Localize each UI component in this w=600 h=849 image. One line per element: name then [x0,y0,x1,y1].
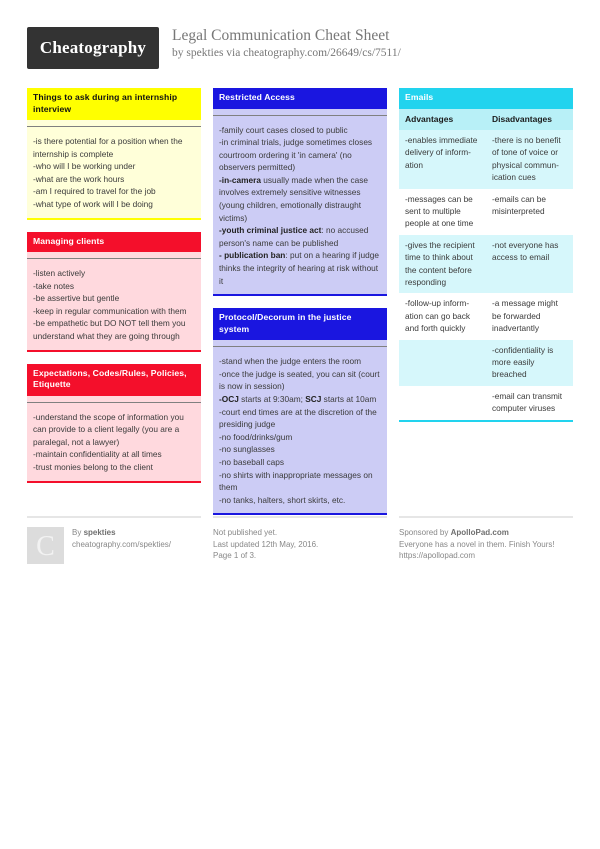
author-line [72,527,201,539]
card-line: -listen actively [33,268,86,279]
table-row [399,189,573,235]
table-row [399,293,573,339]
card-line: -what type of work will I be doing [33,198,153,209]
card-line [219,431,381,444]
column-2 [213,88,387,527]
card-line: -what are the work hours [33,173,125,184]
line-text: starts at 9:30am; [238,394,306,404]
title-block [172,26,572,61]
card-line: -take notes [33,280,75,291]
card-line: -maintain confidentiality at all times [33,449,162,460]
emphasis-term: -youth criminal justice act [219,225,322,236]
card-title: Restricted Access [213,88,387,109]
footer-sponsor [399,516,573,562]
table-cell: -enables immediate delivery of inform-ation [405,134,478,170]
avatar-letter: C [36,531,55,562]
card-line [219,249,381,287]
line-text: -no shirts with inappropriate messages on them [219,469,373,493]
card-line: -trust monies belong to the client [33,462,153,472]
card-line: -is there potential for a position when the internship is complete [33,136,183,159]
card-line: -be empathetic but DO NOT tell them you understand what they are going through [33,318,186,342]
card-title: Managing clients [27,232,201,253]
card-line [219,443,381,456]
cheatography-logo-text: Cheatography [39,38,147,57]
sponsor-tagline: Everyone has a novel in them. Finish Yours! [399,539,555,549]
table-row [399,340,573,386]
author-name[interactable]: spekties [83,528,116,537]
footer-author [27,516,201,562]
footer-publish-info [213,516,387,562]
table-cell: -not everyone has access to email [492,239,559,263]
card-title: Expectations, Codes/Rules, Policies, Etiquette [27,364,201,396]
line-text: -family court cases closed to public [219,124,348,135]
line-text: -court end times are at the discretion of the presiding judge [219,406,377,430]
card-title: Things to ask during an internship interview [27,88,201,120]
card-body [213,346,387,515]
line-text: usually made when the case involves extremely sensitive witnesses (young children, emotionally distraught victims) [219,174,368,223]
card-line [219,393,381,406]
sponsor-name[interactable]: ApolloPad.com [450,528,509,537]
page-title: Legal Communication Cheat Sheet [172,27,390,44]
card-title: Protocol/Decorum in the justice system [213,308,387,340]
card-line [219,456,381,469]
card-line: -who will I be working under [33,161,136,172]
card-line: -understand the scope of information you can provide to a client legally (you are a paralegal, not a lawyer) [33,411,184,447]
line-text: -no sunglasses [219,444,275,455]
card-line [219,224,381,249]
table-cell: -emails can be misinterpreted [492,193,546,216]
card-line: -am I required to travel for the job [33,186,156,197]
table-cell: -confidentiality is more easily breached [492,344,554,380]
card [27,364,201,483]
line-text: -no food/drinks/gum [219,431,293,442]
table-cell [399,340,486,386]
publish-status: Not published yet. [213,528,278,537]
card-line [219,368,381,393]
card [399,88,573,422]
author-url[interactable]: cheatography.com/spekties/ [72,539,172,549]
line-text: -no tanks, halters, short skirts, etc. [219,494,346,505]
card-line [219,469,381,494]
card [213,88,387,296]
table-cell: -there is no benefit of tone of voice or physical commun-ication cues [492,134,561,183]
card-line [219,136,381,174]
card-title: Emails [399,88,573,109]
table-cell [399,386,486,420]
page-byline: by spekties via cheatography.com/26649/cs/7511/ [172,47,401,59]
line-text: starts at 10am [321,394,377,404]
column-3 [399,88,573,434]
card-body [27,402,201,483]
card-line: -keep in regular communication with them [33,305,187,316]
table-row [399,235,573,294]
card-line [219,494,381,507]
emphasis-term: -OCJ [219,394,239,404]
emphasis-term: - publication ban [219,250,286,261]
page-number: Page 1 of 3. [213,551,257,561]
table-header-row [399,109,573,130]
line-text: -once the judge is seated, you can sit (court is now in session) [219,368,380,392]
line-text: -no baseball caps [219,456,285,467]
page-header [27,27,573,73]
table-cell: -gives the recipient time to think about the content before responding [405,239,475,287]
line-text: : put on a hearing if judge thinks the integrity of hearing at risk without it [219,250,380,286]
line-text: -in criminal trials, judge sometimes closes courtroom ordering it 'in camera' (no observers permitted) [219,137,373,173]
card-line [219,124,381,137]
card-body [27,258,201,352]
sponsor-prefix: Sponsored by [399,528,451,537]
card-line [219,174,381,224]
card-line: -be assertive but gentle [33,293,120,304]
card [213,308,387,515]
line-text: -stand when the judge enters the room [219,356,362,367]
table-cell: -a message might be forwarded inadvertantly [492,298,558,334]
avatar [27,527,64,564]
table-cell: -follow-up inform-ation can go back and forth quickly [405,298,471,334]
column-1 [27,88,201,495]
column-header: Advantages [405,113,454,124]
emphasis-term: -in-camera [219,174,261,185]
column-header: Disadvantages [492,113,552,124]
table-cell: -email can transmit computer viruses [492,390,563,414]
sponsor-line [399,527,573,539]
last-updated: Last updated 12th May, 2016. [213,539,319,549]
card-line [219,355,381,368]
table-row [399,386,573,420]
card [27,88,201,220]
card-body [27,126,201,220]
line-text: : no accused person's name can be published [219,225,369,248]
author-by-prefix: By [72,528,84,537]
table-cell: -messages can be sent to multiple people at one time [405,193,474,229]
table-row [399,130,573,189]
emphasis-term: SCJ [305,394,322,404]
card [27,232,201,352]
sponsor-url[interactable]: https://apollopad.com [399,551,476,561]
data-table [399,109,573,422]
card-body [213,115,387,297]
card-line [219,406,381,431]
cheatography-logo[interactable] [27,27,159,69]
